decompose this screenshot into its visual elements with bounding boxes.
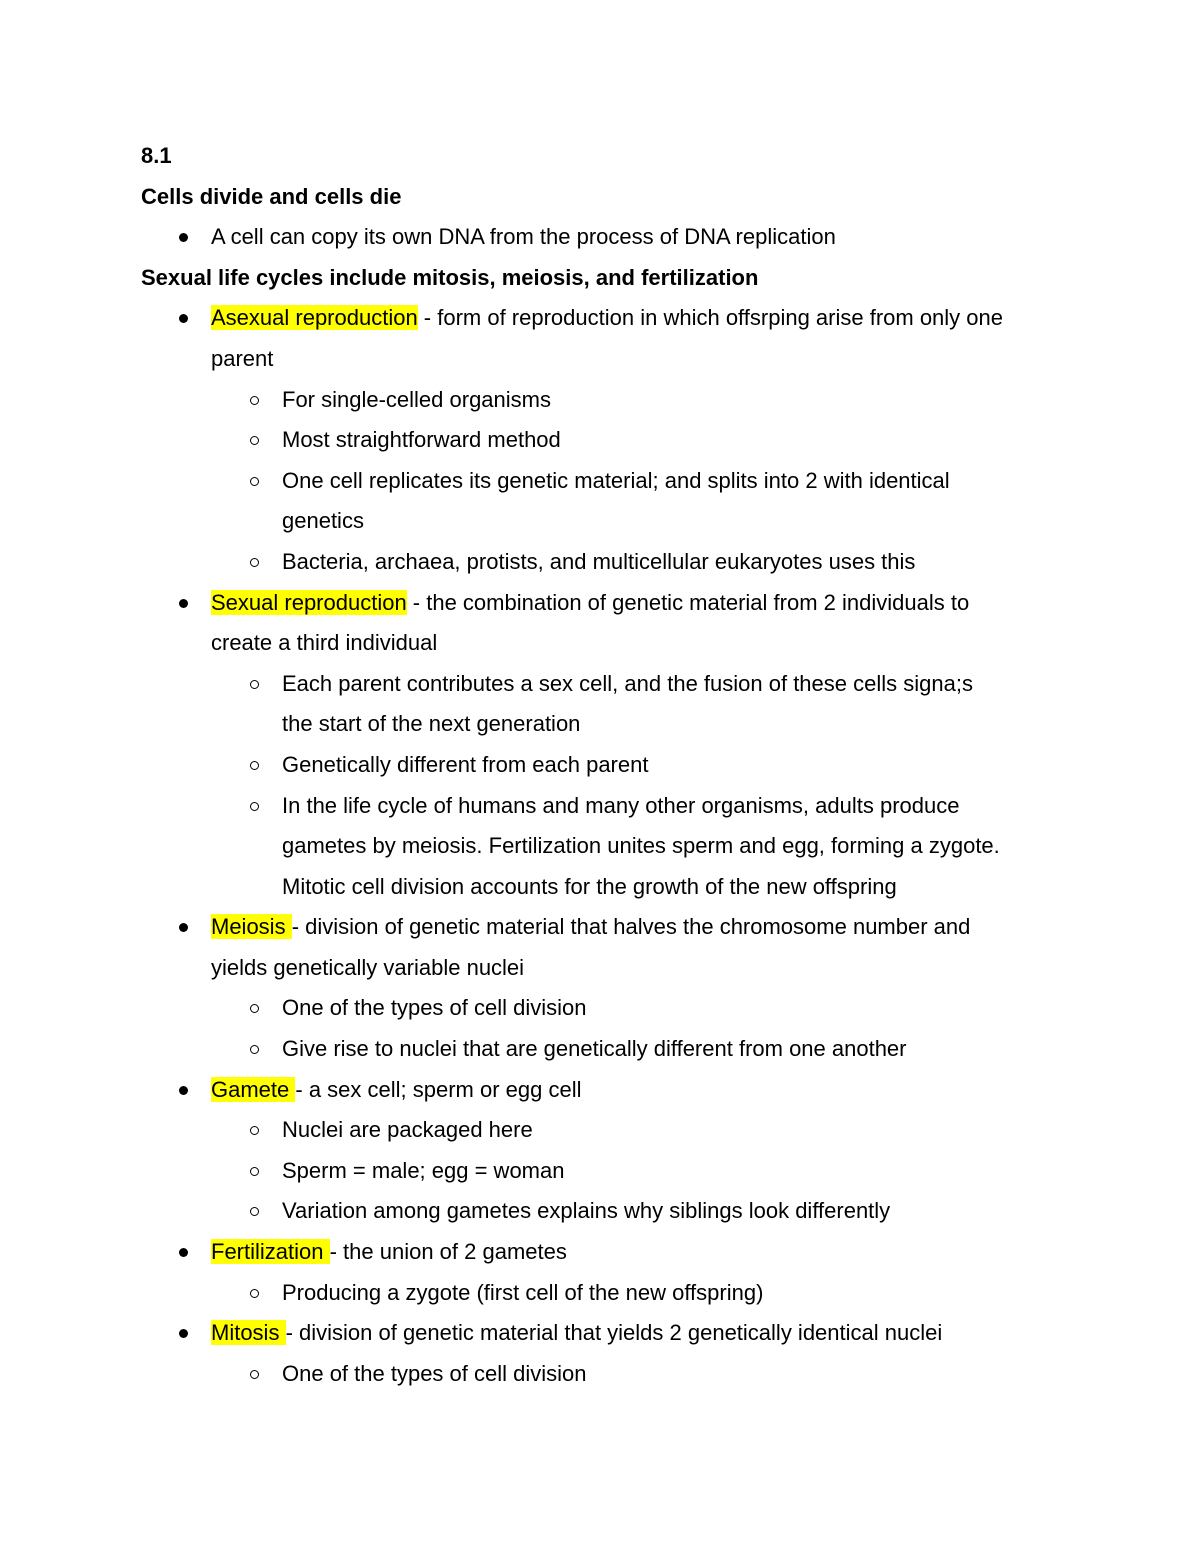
sub-item-text: Each parent contributes a sex cell, and the fusion of these cells signa;s [282, 670, 973, 696]
sub-list-item [141, 420, 1071, 461]
sub-item-text: Give rise to nuclei that are genetically different from one another [282, 1036, 907, 1062]
document-page [141, 136, 1071, 1394]
item-text: A cell can copy its own DNA from the process of DNA replication [211, 224, 836, 250]
bullet-ring-icon [250, 396, 259, 405]
term-highlight: Gamete [211, 1076, 296, 1102]
sub-list-item [141, 1191, 1071, 1232]
definition-text: - form of reproduction in which offsrping arise from only one [417, 305, 1003, 331]
term-highlight: Asexual reproduction [211, 305, 418, 331]
term-highlight: Mitosis [211, 1320, 286, 1346]
sub-item-text: One cell replicates its genetic material; and splits into 2 with identical [282, 467, 950, 493]
definition-text: parent [211, 345, 274, 371]
sub-list-item [141, 1029, 1071, 1070]
bullet-dot-icon [179, 1329, 188, 1338]
list-item-continuation [141, 339, 1071, 380]
definition-text: - a sex cell; sperm or egg cell [295, 1076, 582, 1102]
section-number: 8.1 [141, 143, 172, 168]
term-highlight: Meiosis [211, 914, 292, 940]
heading-sexual-life-cycles: Sexual life cycles include mitosis, meiosis, and fertilization [141, 264, 759, 290]
sub-list-item [141, 1273, 1071, 1314]
term-highlight: Sexual reproduction [211, 589, 407, 615]
list-item-gamete [141, 1070, 1071, 1111]
sub-item-text: One of the types of cell division [282, 995, 587, 1021]
definition-text: - the union of 2 gametes [329, 1239, 567, 1265]
bullet-ring-icon [250, 477, 259, 486]
sub-list-item [141, 1354, 1071, 1395]
sub-list-item-continuation [141, 501, 1071, 542]
sub-item-text: In the life cycle of humans and many other organisms, adults produce [282, 792, 960, 818]
definition-text: - division of genetic material that halves the chromosome number and [291, 914, 971, 940]
sub-list-item [141, 1110, 1071, 1151]
sub-list-item [141, 786, 1071, 827]
heading-cells-divide: Cells divide and cells die [141, 183, 402, 209]
sub-list-item [141, 664, 1071, 705]
definition-text: yields genetically variable nuclei [211, 954, 525, 980]
list-item-fertilization [141, 1232, 1071, 1273]
sub-item-text: Variation among gametes explains why siblings look differently [282, 1198, 891, 1224]
list-item-mitosis [141, 1313, 1071, 1354]
bullet-dot-icon [179, 1086, 188, 1095]
sub-item-text: Most straightforward method [282, 427, 561, 453]
bullet-ring-icon [250, 1126, 259, 1135]
definition-text: - the combination of genetic material from 2 individuals to [406, 589, 970, 615]
bullet-ring-icon [250, 802, 259, 811]
sub-list-item [141, 745, 1071, 786]
sub-item-text: Genetically different from each parent [282, 751, 649, 777]
list-item-continuation [141, 623, 1071, 664]
definition-text: - division of genetic material that yields 2 genetically identical nuclei [285, 1320, 943, 1346]
bullet-dot-icon [179, 599, 188, 608]
sub-item-text: Sperm = male; egg = woman [282, 1157, 565, 1183]
sub-list-item [141, 1151, 1071, 1192]
bullet-ring-icon [250, 761, 259, 770]
sub-list-item [141, 461, 1071, 502]
bullet-dot-icon [179, 1248, 188, 1257]
sub-item-text: Nuclei are packaged here [282, 1117, 533, 1143]
sub-item-text: Producing a zygote (first cell of the new offspring) [282, 1279, 764, 1305]
bullet-ring-icon [250, 1370, 259, 1379]
sub-list-item-continuation [141, 826, 1071, 867]
sub-list-item [141, 988, 1071, 1029]
sub-item-text: the start of the next generation [282, 711, 581, 737]
sub-list-item [141, 542, 1071, 583]
bullet-ring-icon [250, 1289, 259, 1298]
bullet-dot-icon [179, 314, 188, 323]
list-item-asexual [141, 298, 1071, 339]
sub-list-item-continuation [141, 704, 1071, 745]
bullet-ring-icon [250, 436, 259, 445]
list-item-meiosis [141, 907, 1071, 948]
list-item-continuation [141, 948, 1071, 989]
sub-item-text: gametes by meiosis. Fertilization unites sperm and egg, forming a zygote. [282, 833, 1000, 859]
sub-item-text: Bacteria, archaea, protists, and multicellular eukaryotes uses this [282, 548, 916, 574]
list-item [141, 217, 1071, 258]
sub-item-text: Mitotic cell division accounts for the growth of the new offspring [282, 873, 897, 899]
sub-item-text: genetics [282, 508, 364, 534]
term-highlight: Fertilization [211, 1239, 330, 1265]
sub-item-text: For single-celled organisms [282, 386, 551, 412]
bullet-ring-icon [250, 1004, 259, 1013]
sub-item-text: One of the types of cell division [282, 1360, 587, 1386]
bullet-ring-icon [250, 1045, 259, 1054]
bullet-ring-icon [250, 1207, 259, 1216]
list-item-sexual [141, 583, 1071, 624]
bullet-dot-icon [179, 233, 188, 242]
bullet-ring-icon [250, 1167, 259, 1176]
sub-list-item-continuation [141, 867, 1071, 908]
definition-text: create a third individual [211, 630, 438, 656]
sub-list-item [141, 380, 1071, 421]
bullet-dot-icon [179, 923, 188, 932]
bullet-ring-icon [250, 558, 259, 567]
bullet-ring-icon [250, 680, 259, 689]
